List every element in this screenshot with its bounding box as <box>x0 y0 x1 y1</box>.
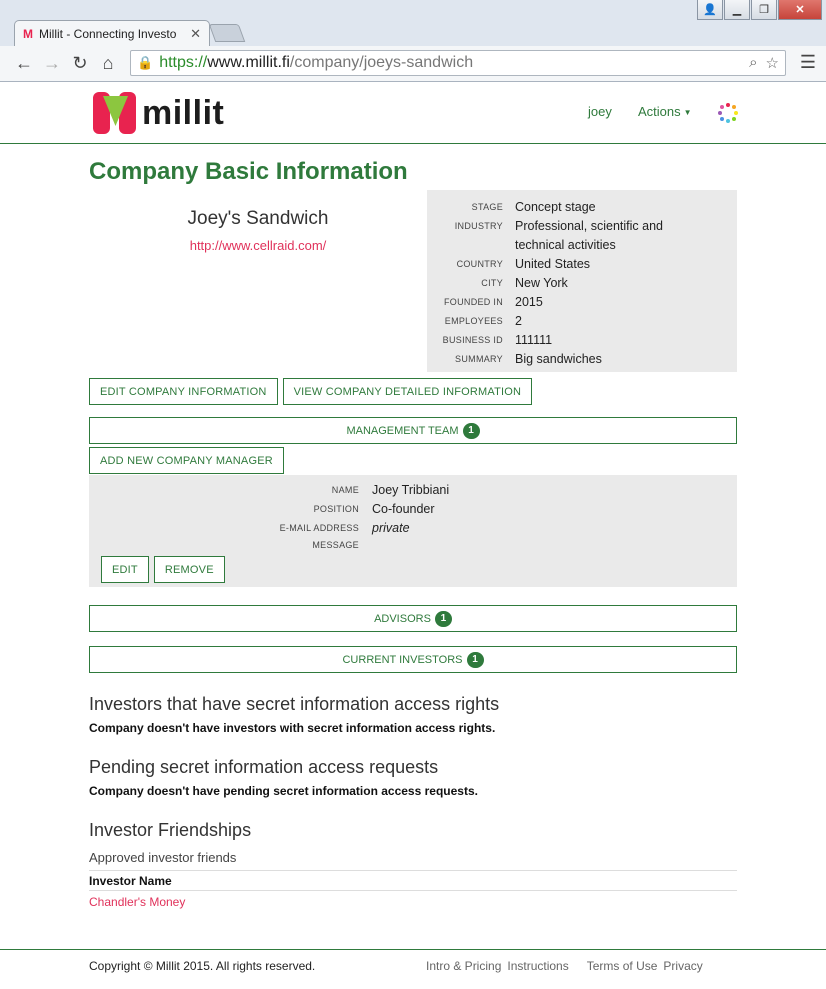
friendships-heading: Investor Friendships <box>89 820 252 840</box>
advisors-label: ADVISORS <box>374 612 431 625</box>
manager-card <box>89 475 737 587</box>
info-label: FOUNDED IN <box>444 297 503 307</box>
copyright: Copyright © Millit 2015. All rights reserved. <box>89 959 316 973</box>
edit-manager-button[interactable]: EDIT <box>101 556 149 583</box>
site-header <box>0 82 826 144</box>
info-label: CITY <box>481 278 503 288</box>
current-investors-count-badge: 1 <box>467 652 484 668</box>
info-value: Big sandwiches <box>515 352 602 366</box>
info-row-founded <box>427 293 737 312</box>
manager-email: private <box>372 521 410 535</box>
info-row-business-id <box>427 331 737 350</box>
info-row-city <box>427 274 737 293</box>
current-investors-toggle[interactable] <box>89 646 737 673</box>
edit-company-button[interactable]: EDIT COMPANY INFORMATION <box>89 378 278 405</box>
manager-name: Joey Tribbiani <box>372 483 450 497</box>
footer-links <box>426 959 709 973</box>
tab-close-icon[interactable]: ✕ <box>190 25 201 41</box>
footer-link-instructions[interactable]: Instructions <box>507 959 569 973</box>
pending-requests-heading: Pending secret information access requests <box>89 757 439 777</box>
info-label: EMPLOYEES <box>444 316 503 326</box>
company-url-link[interactable]: http://www.cellraid.com/ <box>189 238 327 253</box>
manager-actions <box>101 556 225 583</box>
favicon-icon: M <box>23 26 33 41</box>
view-detailed-info-button[interactable]: VIEW COMPANY DETAILED INFORMATION <box>283 378 533 405</box>
table-header: Investor Name <box>89 870 737 891</box>
info-value: Professional, scientific and technical activities <box>515 219 663 252</box>
management-team-toggle[interactable] <box>89 417 737 444</box>
manager-position: Co-founder <box>372 502 435 516</box>
url-path: /company/joeys-sandwich <box>289 54 474 71</box>
secret-rights-note: Company doesn't have investors with secret information access rights. <box>89 721 496 735</box>
actions-dropdown[interactable] <box>638 104 692 119</box>
info-row-industry <box>427 217 737 255</box>
page-title: Company Basic Information <box>89 158 408 185</box>
close-window-button[interactable]: ✕ <box>778 0 822 20</box>
friend-link[interactable]: Chandler's Money <box>89 895 186 909</box>
nav-user-link[interactable]: joey <box>588 104 612 119</box>
secret-rights-heading: Investors that have secret information access rights <box>89 694 500 714</box>
add-manager-button[interactable]: ADD NEW COMPANY MANAGER <box>89 447 284 474</box>
new-tab-button[interactable] <box>209 24 246 42</box>
info-label: INDUSTRY <box>454 221 503 231</box>
pending-requests-note: Company doesn't have pending secret information access requests. <box>89 784 478 798</box>
info-label: SUMMARY <box>455 354 503 364</box>
url-protocol: https:// <box>159 54 208 71</box>
info-value: New York <box>515 276 568 290</box>
loading-spinner-icon <box>718 103 738 123</box>
window-controls <box>697 0 822 20</box>
manager-name-row <box>89 483 449 497</box>
minimize-button[interactable]: ▁ <box>724 0 750 20</box>
remove-manager-button[interactable]: REMOVE <box>154 556 225 583</box>
actions-label: Actions <box>638 104 681 119</box>
approved-friends-subheading: Approved investor friends <box>89 850 237 865</box>
maximize-button[interactable]: ❐ <box>751 0 777 20</box>
browser-toolbar <box>0 46 826 81</box>
info-value: United States <box>515 257 591 271</box>
info-label: STAGE <box>471 202 503 212</box>
current-investors-label: CURRENT INVESTORS <box>342 653 463 666</box>
info-label: COUNTRY <box>456 259 503 269</box>
manager-position-row <box>89 502 435 516</box>
zoom-search-icon[interactable]: ⌕ <box>749 54 758 71</box>
millit-logo[interactable] <box>93 90 224 136</box>
browser-tab[interactable] <box>14 20 210 46</box>
home-icon[interactable]: ⌂ <box>102 53 114 73</box>
info-value: 2015 <box>515 295 543 309</box>
caret-down-icon: ▼ <box>683 108 692 118</box>
back-arrow-icon[interactable]: ← <box>15 53 33 73</box>
footer <box>0 949 826 989</box>
address-bar[interactable] <box>130 50 786 76</box>
url-host: www.millit.fi <box>207 54 290 71</box>
info-row-summary <box>427 350 737 369</box>
manager-email-label: E-MAIL ADDRESS <box>279 523 359 533</box>
info-value: 2 <box>515 314 522 328</box>
footer-link-privacy[interactable]: Privacy <box>663 959 703 973</box>
friends-table <box>89 870 737 913</box>
company-name: Joey's Sandwich <box>187 208 329 229</box>
company-actions <box>89 378 532 405</box>
manager-message-label: MESSAGE <box>312 540 359 550</box>
manager-name-label: NAME <box>331 485 359 495</box>
reload-icon[interactable]: ↻ <box>72 53 88 73</box>
company-info-panel <box>427 190 737 372</box>
forward-arrow-icon[interactable]: → <box>43 53 61 73</box>
lock-icon: 🔒 <box>137 55 154 70</box>
tab-title: Millit - Connecting Investo <box>39 26 177 41</box>
advisors-count-badge: 1 <box>435 611 452 627</box>
manager-message-row <box>89 540 372 550</box>
bookmark-star-icon[interactable]: ☆ <box>765 55 779 72</box>
info-row-country <box>427 255 737 274</box>
logo-text: millit <box>142 93 225 132</box>
manager-email-row <box>89 521 410 535</box>
footer-link-intro-pricing[interactable]: Intro & Pricing <box>426 959 502 973</box>
info-value: Concept stage <box>515 200 596 214</box>
logo-mark-icon <box>93 90 138 136</box>
browser-chrome <box>0 0 826 82</box>
info-row-employees <box>427 312 737 331</box>
manager-position-label: POSITION <box>313 504 359 514</box>
management-team-count-badge: 1 <box>463 423 480 439</box>
info-row-stage <box>427 198 737 217</box>
advisors-toggle[interactable] <box>89 605 737 632</box>
info-label: BUSINESS ID <box>442 335 503 345</box>
browser-menu-icon[interactable]: ☰ <box>799 52 816 72</box>
management-team-label: MANAGEMENT TEAM <box>346 424 459 437</box>
info-value: 111111 <box>515 333 553 347</box>
user-icon[interactable]: 👤 <box>697 0 723 20</box>
footer-link-terms[interactable]: Terms of Use <box>586 959 658 973</box>
